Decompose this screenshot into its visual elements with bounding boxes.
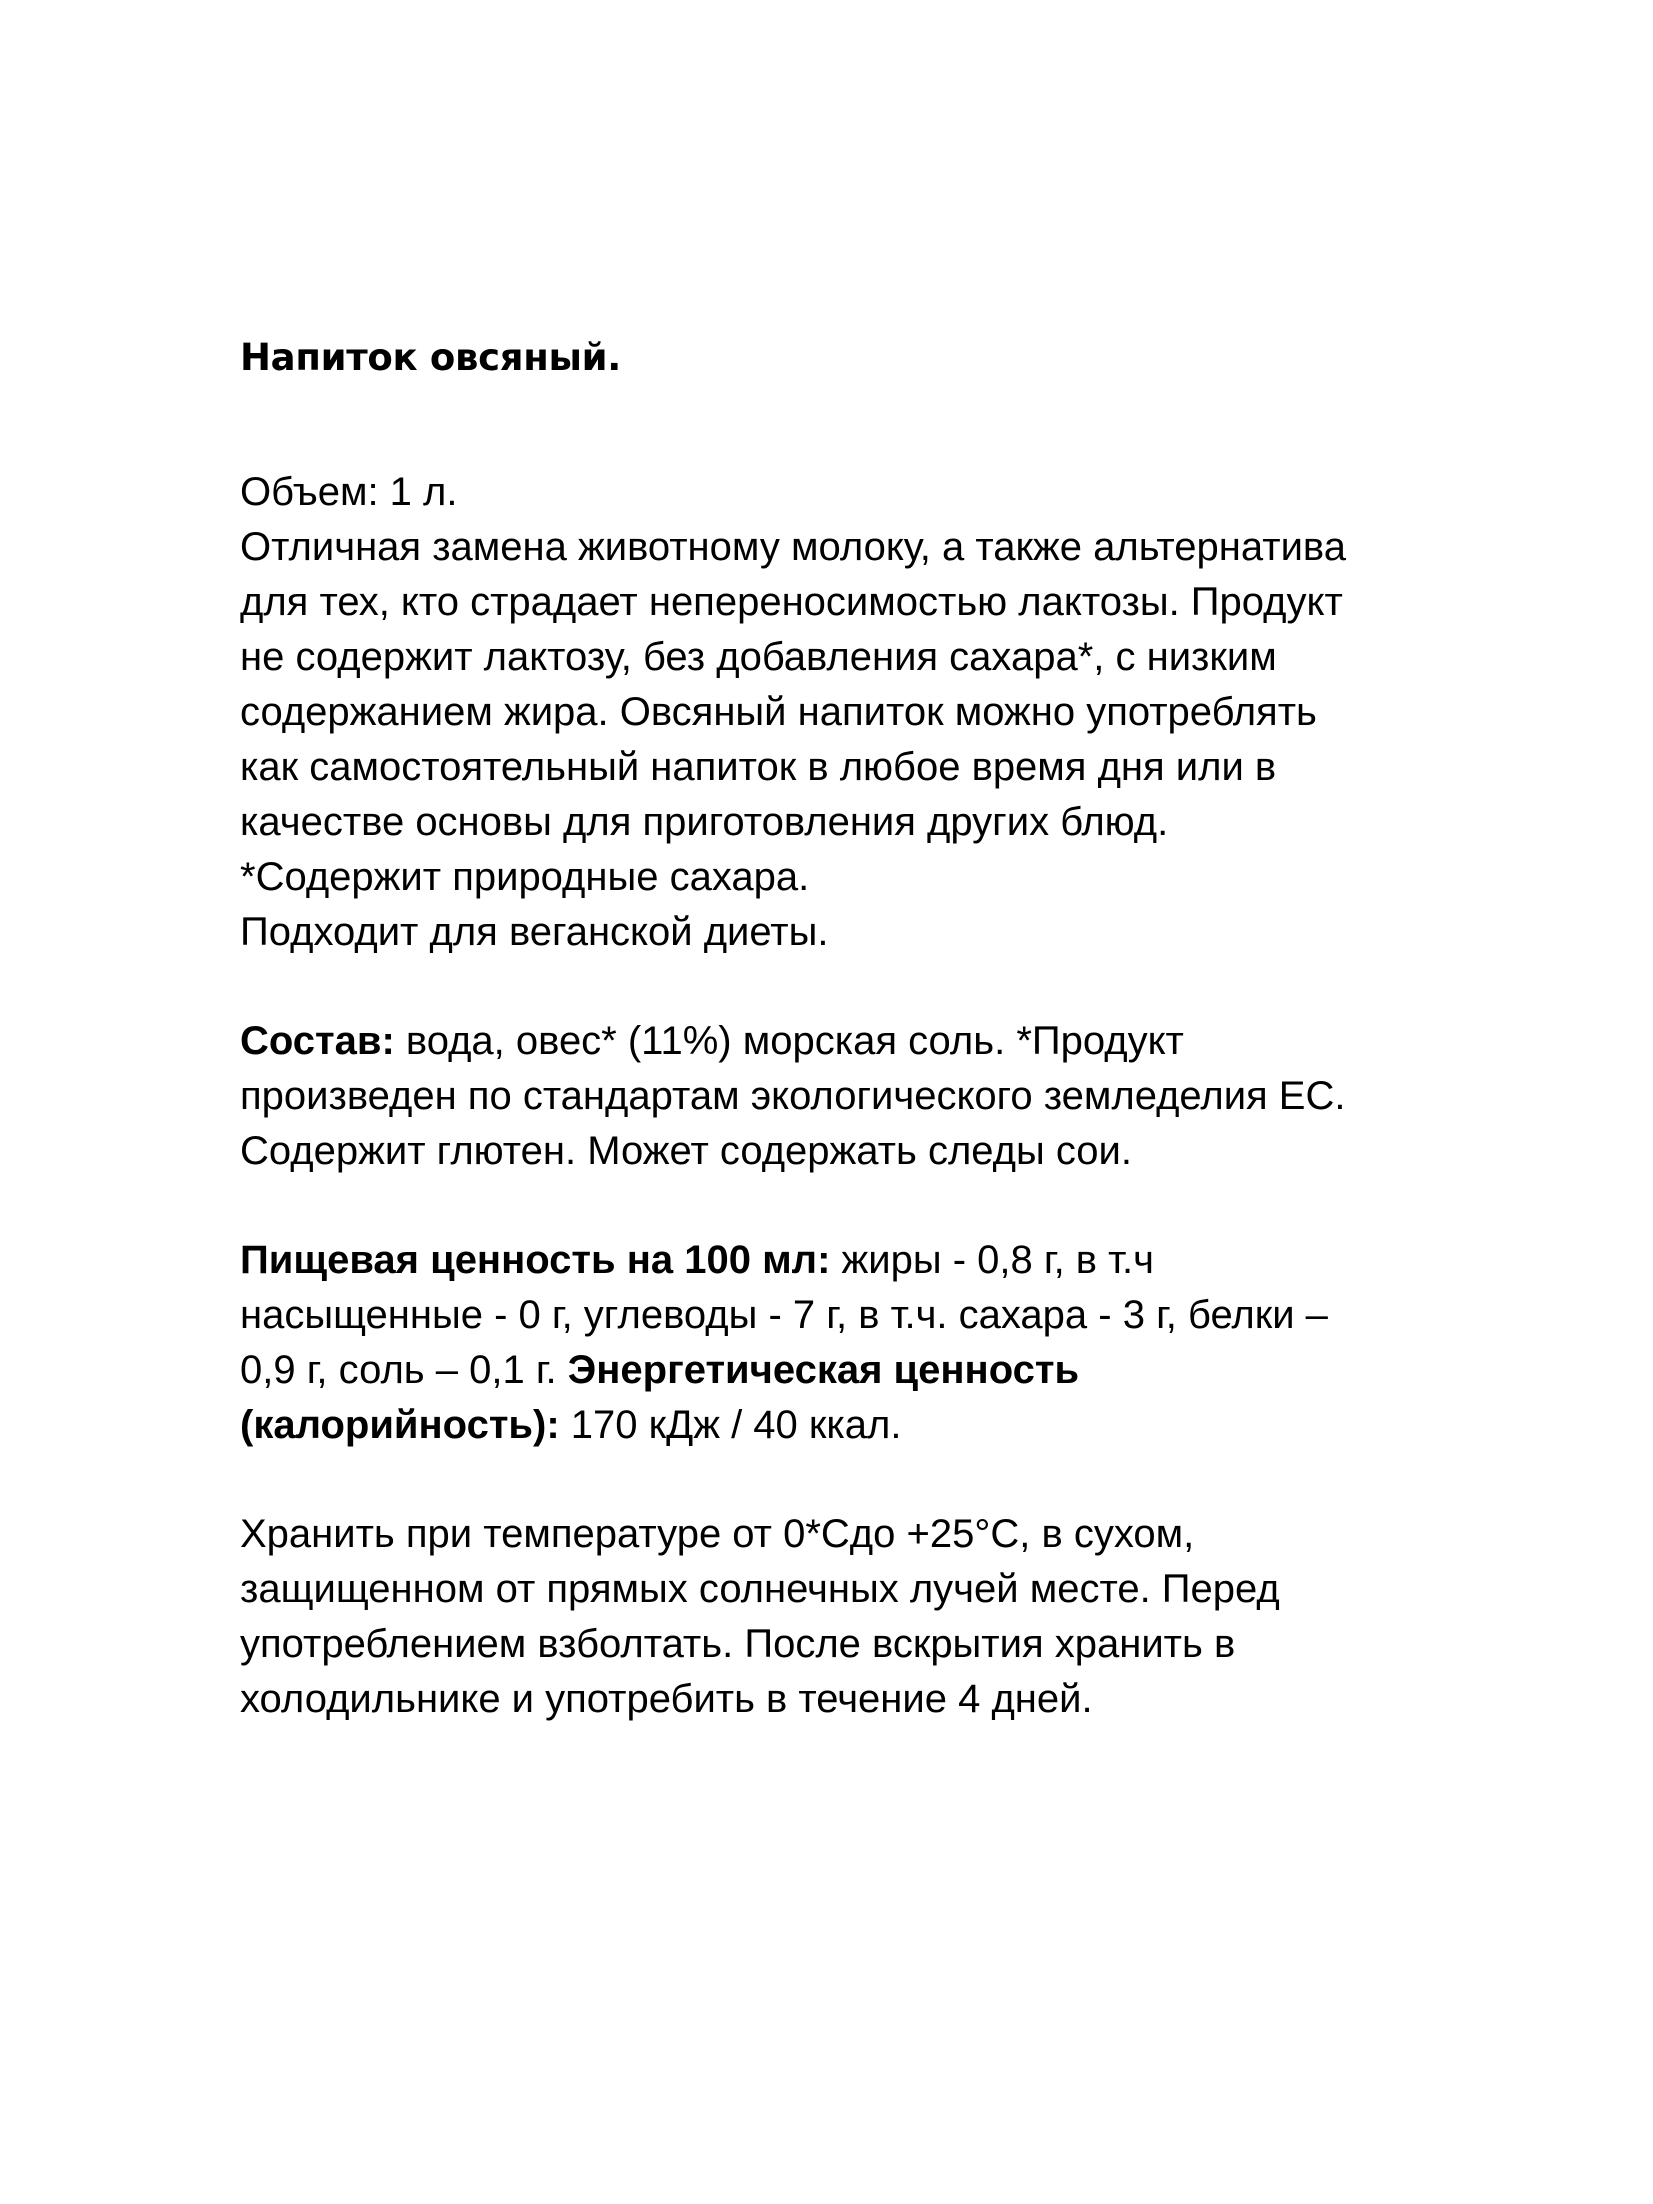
storage-section [240, 1507, 1540, 1727]
storage-line: холодильнике и употребить в течение 4 дней. [240, 1677, 1093, 1721]
composition-section [240, 1014, 1540, 1179]
storage-line: Хранить при температуре от 0*Сдо +25°С, в сухом, [240, 1512, 1195, 1556]
vegan-line: Подходит для веганской диеты. [240, 910, 829, 954]
sugar-footnote-line: *Содержит природные сахара. [240, 855, 810, 899]
description-line: содержанием жира. Овсяный напиток можно употреблять [240, 690, 1317, 734]
energy-label: Энергетическая ценность [567, 1348, 1080, 1392]
nutrition-line [240, 1233, 1540, 1288]
composition-label: Состав: [240, 1019, 395, 1063]
nutrition-line [240, 1343, 1540, 1398]
nutrition-text: жиры - 0,8 г, в т.ч [830, 1238, 1155, 1282]
description-line: Отличная замена животному молоку, а также альтернатива [240, 525, 1346, 569]
paragraph-gap [240, 1179, 1540, 1233]
energy-line [240, 1398, 1540, 1453]
nutrition-text: 0,9 г, соль – 0,1 г. [240, 1348, 568, 1392]
composition-line: Содержит глютен. Может содержать следы сои. [240, 1129, 1133, 1173]
storage-line: употреблением взболтать. После вскрытия хранить в [240, 1622, 1236, 1666]
description-section [240, 465, 1540, 960]
composition-line: произведен по стандартам экологического земледелия ЕС. [240, 1074, 1346, 1118]
storage-line: защищенном от прямых солнечных лучей месте. Перед [240, 1567, 1280, 1611]
description-line: как самостоятельный напиток в любое время дня или в [240, 745, 1277, 789]
paragraph-gap [240, 1453, 1540, 1507]
composition-line [240, 1014, 1540, 1069]
product-title: Напиток овсяный. [240, 336, 622, 379]
description-line: для тех, кто страдает непереносимостью лактозы. Продукт [240, 580, 1343, 624]
composition-text: вода, овес* (11%) морская соль. *Продукт [394, 1019, 1184, 1063]
description-line: не содержит лактозу, без добавления сахара*, с низким [240, 635, 1277, 679]
document-body [240, 465, 1540, 1727]
description-line: качестве основы для приготовления других блюд. [240, 800, 1169, 844]
paragraph-gap [240, 960, 1540, 1014]
nutrition-label: Пищевая ценность на 100 мл: [240, 1238, 831, 1282]
volume-line: Объем: 1 л. [240, 470, 458, 514]
energy-label: (калорийность): [240, 1403, 560, 1447]
nutrition-line: насыщенные - 0 г, углеводы - 7 г, в т.ч. сахара - 3 г, белки – [240, 1293, 1328, 1337]
energy-value: 170 кДж / 40 ккал. [559, 1403, 902, 1447]
nutrition-section [240, 1233, 1540, 1453]
